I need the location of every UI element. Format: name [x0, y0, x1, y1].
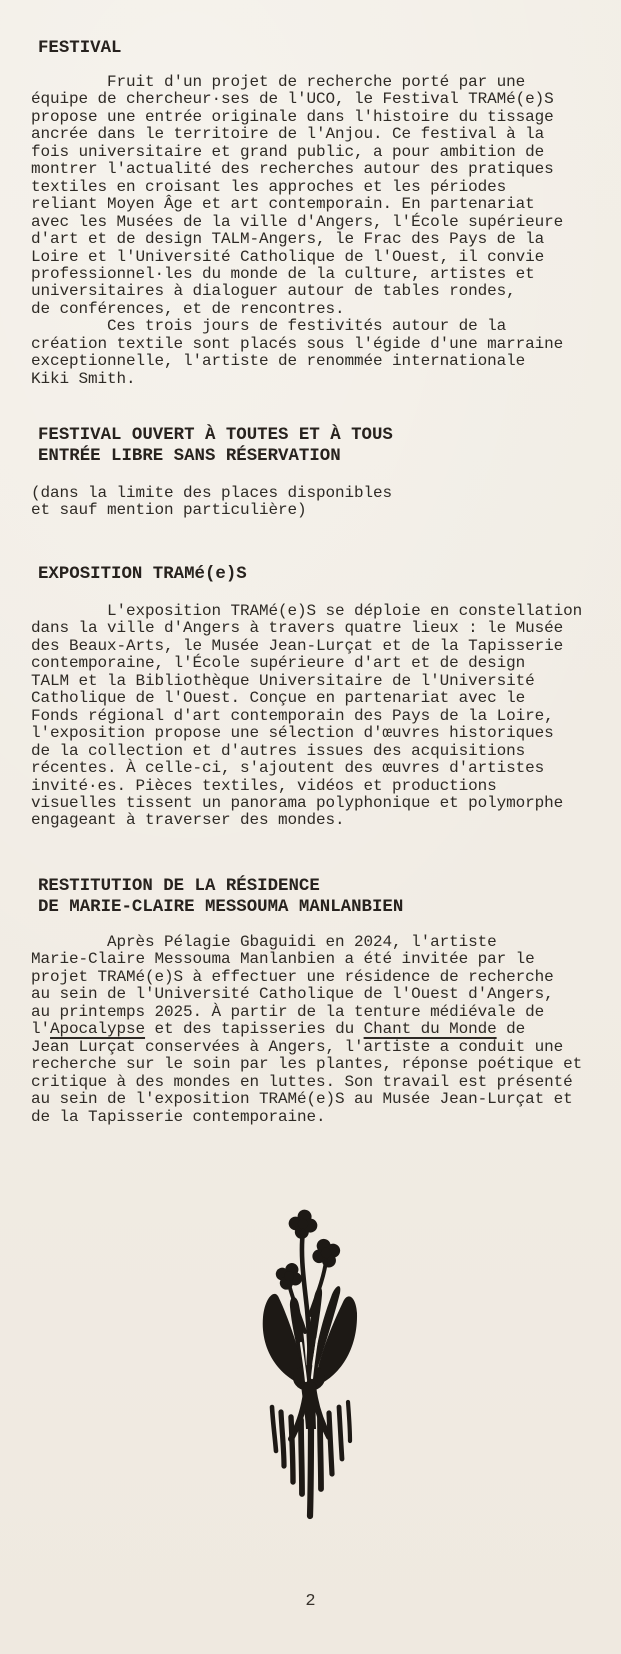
open-access-note — [31, 485, 392, 520]
text-line: DE MARIE-CLAIRE MESSOUMA MANLANBIEN — [38, 898, 404, 917]
text-line: FESTIVAL OUVERT À TOUTES ET À TOUS — [38, 426, 393, 445]
text-line: au sein de l'Université Catholique de l'Ouest d'Angers, — [31, 985, 554, 1004]
text-line: EXPOSITION TRAMé(e)S — [38, 565, 247, 584]
text-line: critique à des mondes en luttes. Son travail est présenté — [31, 1072, 573, 1091]
text-line: Ces trois jours de festivités autour de la — [31, 317, 507, 336]
text-line: recherche sur le soin par les plantes, réponse poétique et — [31, 1055, 583, 1074]
text-line: Après Pélagie Gbaguidi en 2024, l'artiste — [31, 933, 497, 951]
text-line: des Beaux-Arts, le Musée Jean-Lurçat et de la Tapisserie — [31, 636, 564, 655]
text-line: et sauf mention particulière) — [31, 501, 307, 520]
section-heading-festival — [38, 38, 122, 59]
text-line: projet TRAMé(e)S à effectuer une résidence de recherche — [31, 967, 554, 986]
section-heading-exposition — [38, 564, 247, 585]
text-line: Kiki Smith. — [31, 369, 136, 388]
text-line: ENTRÉE LIBRE SANS RÉSERVATION — [38, 447, 341, 466]
text-line: universitaires à dialoguer autour de tables rondes, — [31, 282, 516, 301]
text-line: Loire et l'Université Catholique de l'Ouest, il convie — [31, 247, 545, 266]
text-line: dans la ville d'Angers à travers quatre lieux : le Musée — [31, 619, 564, 638]
text-line: l'exposition propose une sélection d'œuvres historiques — [31, 724, 554, 743]
festival-paragraphs — [31, 74, 563, 388]
text-line: équipe de chercheur·ses de l'UCO, le Festival TRAMé(e)S — [31, 90, 554, 109]
text-line: montrer l'actualité des recherches autour des pratiques — [31, 160, 554, 179]
text-line: récentes. À celle-ci, s'ajoutent des œuvres d'artistes — [31, 759, 545, 778]
section-heading-open-access — [38, 425, 393, 467]
text-line: création textile sont placés sous l'égide d'une marraine — [31, 334, 564, 353]
text-line: Catholique de l'Ouest. Conçue en partenariat avec le — [31, 689, 526, 708]
section-heading-restitution — [38, 876, 403, 918]
text-line: ancrée dans le territoire de l'Anjou. Ce festival à la — [31, 125, 545, 144]
text-line: visuelles tissent un panorama polyphonique et polymorphe — [31, 793, 564, 812]
text-line: Jean Lurçat conservées à Angers, l'artiste a conduit une — [31, 1037, 564, 1056]
text-line: de la Tapisserie contemporaine. — [31, 1107, 326, 1126]
text-line: Fruit d'un projet de recherche porté par une — [31, 73, 526, 91]
page-number: 2 — [305, 1592, 316, 1611]
text-line: L'exposition TRAMé(e)S se déploie en constellation — [31, 602, 583, 620]
text-line: de conférences, et de rencontres. — [31, 299, 345, 318]
text-line: professionnel·les du monde de la culture, artistes et — [31, 264, 535, 283]
text-line: engageant à traverser des mondes. — [31, 811, 345, 830]
flower-silhouette-illustration — [250, 1145, 370, 1525]
restitution-paragraph — [31, 934, 582, 1126]
exposition-paragraph — [31, 603, 582, 830]
text-line: de la collection et d'autres issues des acquisitions — [31, 741, 526, 760]
text-line: TALM et la Bibliothèque Universitaire de l'Université — [31, 671, 535, 690]
text-line: au printemps 2025. À partir de la tenture médiévale de — [31, 1002, 545, 1021]
text-line: RESTITUTION DE LA RÉSIDENCE — [38, 877, 320, 896]
text-line: textiles en croisant les approches et les périodes — [31, 177, 507, 196]
text-line: reliant Moyen Âge et art contemporain. En partenariat — [31, 195, 535, 214]
text-line: l'Apocalypse et des tapisseries du Chant du Monde de — [31, 1020, 526, 1039]
text-line: invité·es. Pièces textiles, vidéos et productions — [31, 776, 497, 795]
text-line: exceptionnelle, l'artiste de renommée internationale — [31, 352, 526, 371]
text-line: Fonds régional d'art contemporain des Pays de la Loire, — [31, 706, 554, 725]
text-line: fois universitaire et grand public, a pour ambition de — [31, 142, 545, 161]
text-line: avec les Musées de la ville d'Angers, l'École supérieure — [31, 212, 564, 231]
text-line: d'art et de design TALM-Angers, le Frac des Pays de la — [31, 230, 545, 249]
text-line: FESTIVAL — [38, 39, 122, 58]
text-line: propose une entrée originale dans l'histoire du tissage — [31, 107, 554, 126]
text-line: au sein de l'exposition TRAMé(e)S au Musée Jean-Lurçat et — [31, 1090, 573, 1109]
underlined-title: Apocalypse — [50, 1020, 146, 1039]
text-line: (dans la limite des places disponibles — [31, 484, 393, 502]
text-line: contemporaine, l'École supérieure d'art et de design — [31, 654, 526, 673]
underlined-title: Chant du Monde — [363, 1020, 497, 1039]
text-line: Marie-Claire Messouma Manlanbien a été invitée par le — [31, 950, 535, 969]
